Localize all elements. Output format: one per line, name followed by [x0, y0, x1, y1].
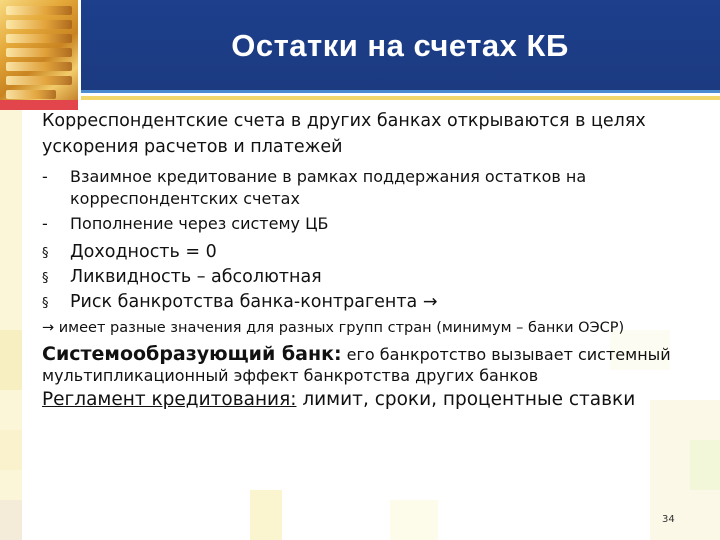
list-item-text: Ликвидность – абсолютная — [70, 267, 322, 287]
regulation-paragraph — [42, 388, 682, 412]
list-item — [42, 265, 682, 290]
systemic-bank-term: Системообразующий банк: — [42, 343, 342, 365]
list-item-text: Пополнение через систему ЦБ — [70, 214, 329, 233]
page-number: 34 — [662, 514, 675, 525]
dash-marker: - — [42, 167, 48, 186]
list-item-text: Взаимное кредитование в рамках поддержания остатков на корреспондентских счетах — [70, 167, 587, 208]
list-item — [42, 166, 682, 210]
slide-body — [42, 108, 682, 412]
header-divider-yellow — [0, 96, 720, 100]
systemic-bank-text: его банкротство вызывает системный мультипликационный эффект банкротства других банков — [42, 345, 671, 385]
slide-title: Остатки на счетах КБ — [231, 28, 569, 63]
systemic-bank-paragraph — [42, 344, 682, 386]
bullet-marker: § — [42, 246, 49, 261]
header-divider-blue — [0, 90, 720, 93]
regulation-text: лимит, сроки, процентные ставки — [296, 389, 636, 410]
slide-header — [0, 0, 720, 105]
dash-marker: - — [42, 214, 48, 233]
list-item — [42, 240, 682, 265]
intro-paragraph: Корреспондентские счета в других банках открываются в целях ускорения расчетов и платежей — [42, 111, 646, 157]
gold-bars-image — [0, 0, 81, 110]
list-item-text: Риск банкротства банка-контрагента → — [70, 292, 438, 312]
regulation-term: Регламент кредитования: — [42, 389, 297, 410]
bullet-marker: § — [42, 271, 49, 286]
list-item — [42, 290, 682, 315]
note-paragraph: → имеет разные значения для разных групп стран (минимум – банки ОЭСР) — [42, 320, 625, 336]
list-item-text: Доходность = 0 — [70, 242, 217, 262]
list-item — [42, 213, 682, 235]
bullet-marker: § — [42, 296, 49, 311]
